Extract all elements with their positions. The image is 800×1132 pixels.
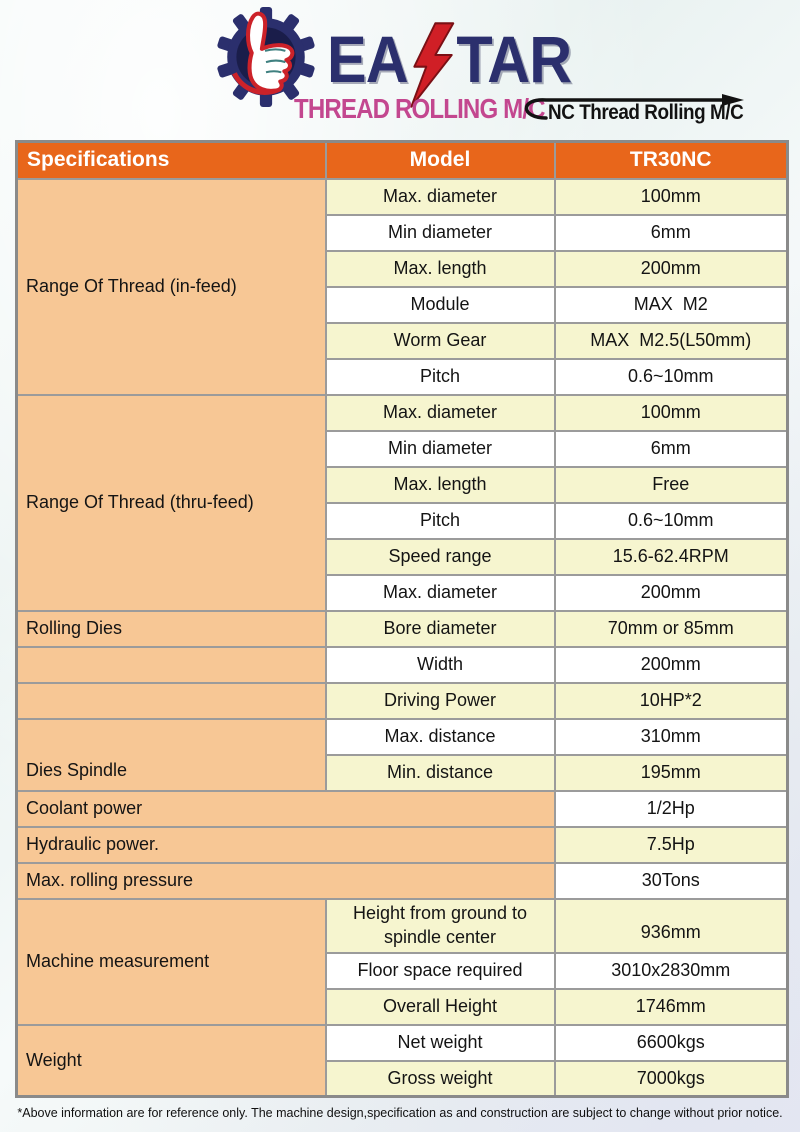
- param-cell: Max. length: [326, 251, 555, 287]
- wide-label-cell: Max. rolling pressure: [17, 863, 555, 899]
- value-cell: 0.6~10mm: [555, 359, 788, 395]
- value-cell: 195mm: [555, 755, 788, 791]
- section-label-cell: [17, 647, 326, 683]
- param-cell: Gross weight: [326, 1061, 555, 1097]
- section-label-cell: Machine measurement: [17, 899, 326, 1025]
- value-cell: 1/2Hp: [555, 791, 788, 827]
- value-cell: 3010x2830mm: [555, 953, 788, 989]
- table-row: [17, 1025, 788, 1061]
- wide-label-cell: Coolant power: [17, 791, 555, 827]
- table-row: [17, 899, 788, 953]
- table-row: [17, 611, 788, 647]
- value-cell: 310mm: [555, 719, 788, 755]
- table-row: [17, 395, 788, 431]
- table-header-row: [17, 142, 788, 179]
- value-cell: 7.5Hp: [555, 827, 788, 863]
- section-label-cell: Rolling Dies: [17, 611, 326, 647]
- param-cell: Pitch: [326, 503, 555, 539]
- value-cell: Free: [555, 467, 788, 503]
- section-label-cell: Weight: [17, 1025, 326, 1097]
- section-label-cell: Dies Spindle: [17, 719, 326, 791]
- value-cell: 6600kgs: [555, 1025, 788, 1061]
- value-cell: 0.6~10mm: [555, 503, 788, 539]
- param-cell: Min diameter: [326, 215, 555, 251]
- value-cell: 10HP*2: [555, 683, 788, 719]
- table-row: [17, 827, 788, 863]
- header-specifications: Specifications: [17, 142, 326, 179]
- param-cell: Driving Power: [326, 683, 555, 719]
- param-cell: Min. distance: [326, 755, 555, 791]
- param-cell: Worm Gear: [326, 323, 555, 359]
- param-cell: Net weight: [326, 1025, 555, 1061]
- section-label-cell: [17, 683, 326, 719]
- param-cell: Width: [326, 647, 555, 683]
- value-cell: 6mm: [555, 215, 788, 251]
- section-label-cell: Range Of Thread (in-feed): [17, 179, 326, 395]
- value-cell: 1746mm: [555, 989, 788, 1025]
- param-cell: Bore diameter: [326, 611, 555, 647]
- value-cell: 70mm or 85mm: [555, 611, 788, 647]
- param-cell: Max. distance: [326, 719, 555, 755]
- value-cell: 200mm: [555, 251, 788, 287]
- value-cell: 200mm: [555, 575, 788, 611]
- brand-text-suffix: TAR: [456, 22, 572, 96]
- param-cell: Floor space required: [326, 953, 555, 989]
- param-cell: Max. diameter: [326, 179, 555, 215]
- param-cell: Overall Height: [326, 989, 555, 1025]
- value-cell: 15.6-62.4RPM: [555, 539, 788, 575]
- value-cell: 6mm: [555, 431, 788, 467]
- table-row: [17, 647, 788, 683]
- param-cell: Speed range: [326, 539, 555, 575]
- value-cell: 936mm: [555, 899, 788, 953]
- value-cell: 7000kgs: [555, 1061, 788, 1097]
- brand-text-prefix: EA: [327, 22, 408, 96]
- wide-label-cell: Hydraulic power.: [17, 827, 555, 863]
- param-cell: Height from ground to spindle center: [326, 899, 555, 953]
- value-cell: MAX M2: [555, 287, 788, 323]
- value-cell: 100mm: [555, 395, 788, 431]
- tagline-thread-rolling: THREAD ROLLING M/C: [294, 93, 545, 124]
- table-row: [17, 683, 788, 719]
- value-cell: MAX M2.5(L50mm): [555, 323, 788, 359]
- param-cell: Max. length: [326, 467, 555, 503]
- param-cell: Module: [326, 287, 555, 323]
- param-cell: Pitch: [326, 359, 555, 395]
- section-label-cell: Range Of Thread (thru-feed): [17, 395, 326, 611]
- value-cell: 200mm: [555, 647, 788, 683]
- param-cell: Max. diameter: [326, 395, 555, 431]
- table-row: [17, 719, 788, 755]
- param-cell: Max. diameter: [326, 575, 555, 611]
- header-model-value: TR30NC: [555, 142, 788, 179]
- value-cell: 30Tons: [555, 863, 788, 899]
- tagline-nc-thread-rolling: NC Thread Rolling M/C: [548, 101, 744, 124]
- disclaimer-note: *Above information are for reference only. The machine design,specification as and construction are subject to change without prior notice.: [17, 1106, 783, 1120]
- header-model: Model: [326, 142, 555, 179]
- table-row: [17, 179, 788, 215]
- value-cell: 100mm: [555, 179, 788, 215]
- table-row: [17, 791, 788, 827]
- param-cell: Min diameter: [326, 431, 555, 467]
- spec-table: [15, 140, 789, 1098]
- table-row: [17, 863, 788, 899]
